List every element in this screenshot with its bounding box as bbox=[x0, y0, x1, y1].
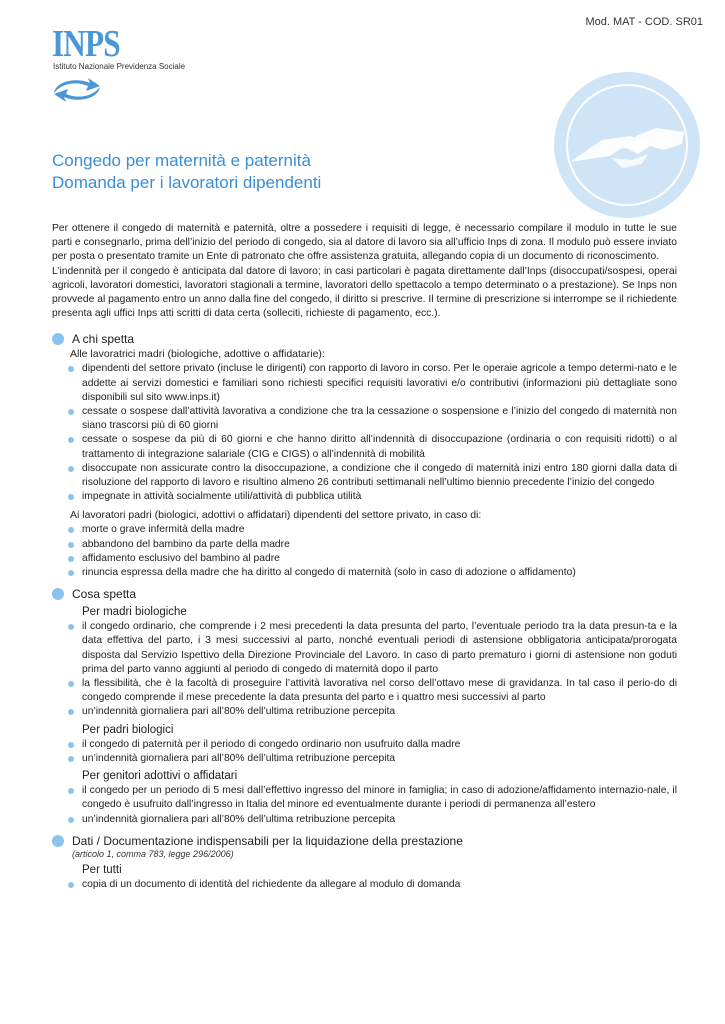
bullet-icon bbox=[68, 817, 74, 823]
section-bullet-icon bbox=[52, 333, 64, 345]
bullet-icon bbox=[68, 542, 74, 548]
padri-label: Ai lavoratori padri (biologici, adottivi o affidatari) dipendenti del settore privato, in caso di: bbox=[70, 509, 482, 522]
bullet-icon bbox=[68, 527, 74, 533]
module-code: Mod. MAT - COD. SR01 bbox=[585, 16, 703, 28]
list-item: affidamento esclusivo del bambino al padre bbox=[52, 552, 677, 566]
section-heading-a-chi-spetta: A chi spetta bbox=[52, 331, 677, 347]
bullet-icon bbox=[68, 437, 74, 443]
madri-list bbox=[52, 362, 677, 504]
intro-paragraph-1: Per ottenere il congedo di maternità e paternità, oltre a possedere i requisiti di legge, è necessario compilare il modulo in tutte le sue parti e consegnarlo, prima dell’inizio del periodo di congedo, sia al datore di lavoro sia all’ufficio Inps di zona. Il modulo può essere inviato per posta o presentato tramite un Ente di patronato che offre assistenza gratuita, allegando copia di un documento di riconoscimento. bbox=[52, 223, 677, 263]
title-line-1: Congedo per maternità e paternità bbox=[52, 151, 311, 170]
section-heading-cosa-spetta: Cosa spetta bbox=[52, 586, 677, 602]
list-item: un’indennità giornaliera pari all’80% dell’ultima retribuzione percepita bbox=[52, 813, 677, 827]
madri-biologiche-label: Per madri biologiche bbox=[82, 606, 187, 619]
bullet-icon bbox=[68, 709, 74, 715]
bullet-icon bbox=[68, 624, 74, 630]
per-tutti-list bbox=[52, 878, 677, 892]
document-body bbox=[52, 222, 677, 892]
list-item: la flessibilità, che è la facoltà di proseguire l’attività lavorativa nel corso dell’ottavo mese di gravidanza. In tal caso il perio-do di congedo comprende il mese precedente la data presunta del parto e i quattro mesi successivi al parto bbox=[52, 677, 677, 705]
logo-subtitle: Istituto Nazionale Previdenza Sociale bbox=[53, 62, 186, 71]
bullet-icon bbox=[68, 756, 74, 762]
list-item: morte o grave infermità della madre bbox=[52, 523, 677, 537]
bullet-icon bbox=[68, 466, 74, 472]
list-item: disoccupate non assicurate contro la disoccupazione, a condizione che il congedo di maternità inizi entro 180 giorni dalla data di risoluzione del rapporto di lavoro e risultino almeno 26 contributi settimanali nell’ultimo biennio precedente l’inizio del congedo bbox=[52, 462, 677, 490]
genitori-adottivi-list bbox=[52, 784, 677, 827]
section-heading-documentazione: Dati / Documentazione indispensabili per la liquidazione della prestazione (articolo 1, comma 783, legge 296/2006) bbox=[52, 833, 677, 860]
list-item: dipendenti del settore privato (incluse le dirigenti) con rapporto di lavoro in corso. Per le operaie agricole a tempo determi-nato e le addette ai servizi domestici e familiari sono richiesti specifici requisiti lavorativi e/o contributivi (informazioni più dettagliate sono disponibili sul sito www.inps.it) bbox=[52, 362, 677, 405]
list-item: impegnate in attività socialmente utili/attività di pubblica utilità bbox=[52, 490, 677, 504]
inps-logo bbox=[50, 22, 200, 106]
list-item: un’indennità giornaliera pari all’80% dell’ultima retribuzione percepita bbox=[52, 705, 677, 719]
intro-paragraph-2: L’indennità per il congedo è anticipata dal datore di lavoro; in casi particolari è pagata direttamente dall’Inps (disoccupati/sospesi, operai agricoli, lavoratori domestici, lavoratori stagionali a termine, lavoratori dello spettacolo a tempo determinato o a prestazione). Se Inps non provvede al pagamento entro un anno dalla fine del congedo, il diritto si prescrive. Il termine di prescrizione si interrompe se il richiedente presenta agli uffici Inps atti scritti di data certa (solleciti, richieste di pagamento, ecc.). bbox=[52, 265, 677, 320]
list-item: il congedo ordinario, che comprende i 2 mesi precedenti la data presunta del parto, l’eventuale periodo tra la data presun-ta e la data effettiva del parto, i 3 mesi successivi al parto, nonché eventuali periodi di astensione obbligatoria anticipata/prorogata disposta dal Servizio Ispettivo della Direzione Provinciale del Lavoro. In caso di parto prematuro i giorni di astensione non goduti prima del parto vanno aggiunti al periodo di congedo di maternità dopo il parto bbox=[52, 620, 677, 677]
section-bullet-icon bbox=[52, 835, 64, 847]
list-item: cessate o sospese dall’attività lavorativa a condizione che tra la cessazione o sospensione e l’inizio del congedo di maternità non siano trascorsi più di 60 giorni bbox=[52, 405, 677, 433]
title-line-2: Domanda per i lavoratori dipendenti bbox=[52, 173, 322, 192]
list-item: il congedo per un periodo di 5 mesi dall’effettivo ingresso del minore in famiglia; in caso di adozione/affidamento internazio-nale, il congedo è usufruito dall’ingresso in Italia del minore ed eventualmente durante i periodi di permanenza all’estero bbox=[52, 784, 677, 812]
madri-biologiche-list bbox=[52, 620, 677, 719]
list-item: cessate o sospese da più di 60 giorni e che hanno diritto all’indennità di disoccupazione (ordinaria o con requisiti ridotti) o al trattamento di integrazione salariale (CIG e CIGS) o all’indennità di mobilità bbox=[52, 433, 677, 461]
intro bbox=[52, 222, 677, 321]
page-title bbox=[52, 150, 321, 194]
list-item: abbandono del bambino da parte della madre bbox=[52, 538, 677, 552]
bullet-icon bbox=[68, 556, 74, 562]
genitori-adottivi-label: Per genitori adottivi o affidatari bbox=[82, 770, 238, 783]
section-bullet-icon bbox=[52, 588, 64, 600]
list-item: un’indennità giornaliera pari all’80% dell’ultima retribuzione percepita bbox=[52, 752, 677, 766]
padri-list bbox=[52, 523, 677, 580]
madri-label: Alle lavoratrici madri (biologiche, adottive o affidatarie): bbox=[70, 348, 325, 361]
list-item: il congedo di paternità per il periodo di congedo ordinario non usufruito dalla madre bbox=[52, 738, 677, 752]
bullet-icon bbox=[68, 742, 74, 748]
bullet-icon bbox=[68, 788, 74, 794]
inps-swirl-icon bbox=[50, 75, 104, 105]
bullet-icon bbox=[68, 882, 74, 888]
per-tutti-label: Per tutti bbox=[82, 863, 122, 876]
bullet-icon bbox=[68, 366, 74, 372]
list-item: rinuncia espressa della madre che ha diritto al congedo di maternità (solo in caso di adozione o affidamento) bbox=[52, 566, 677, 580]
handshake-icon bbox=[552, 70, 702, 220]
bullet-icon bbox=[68, 494, 74, 500]
legal-reference: (articolo 1, comma 783, legge 296/2006) bbox=[72, 848, 234, 859]
bullet-icon bbox=[68, 570, 74, 576]
list-item: copia di un documento di identità del richiedente da allegare al modulo di domanda bbox=[52, 878, 677, 892]
bullet-icon bbox=[68, 681, 74, 687]
padri-biologici-label: Per padri biologici bbox=[82, 723, 174, 736]
logo-text: INPS bbox=[52, 23, 120, 65]
bullet-icon bbox=[68, 409, 74, 415]
padri-biologici-list bbox=[52, 738, 677, 766]
